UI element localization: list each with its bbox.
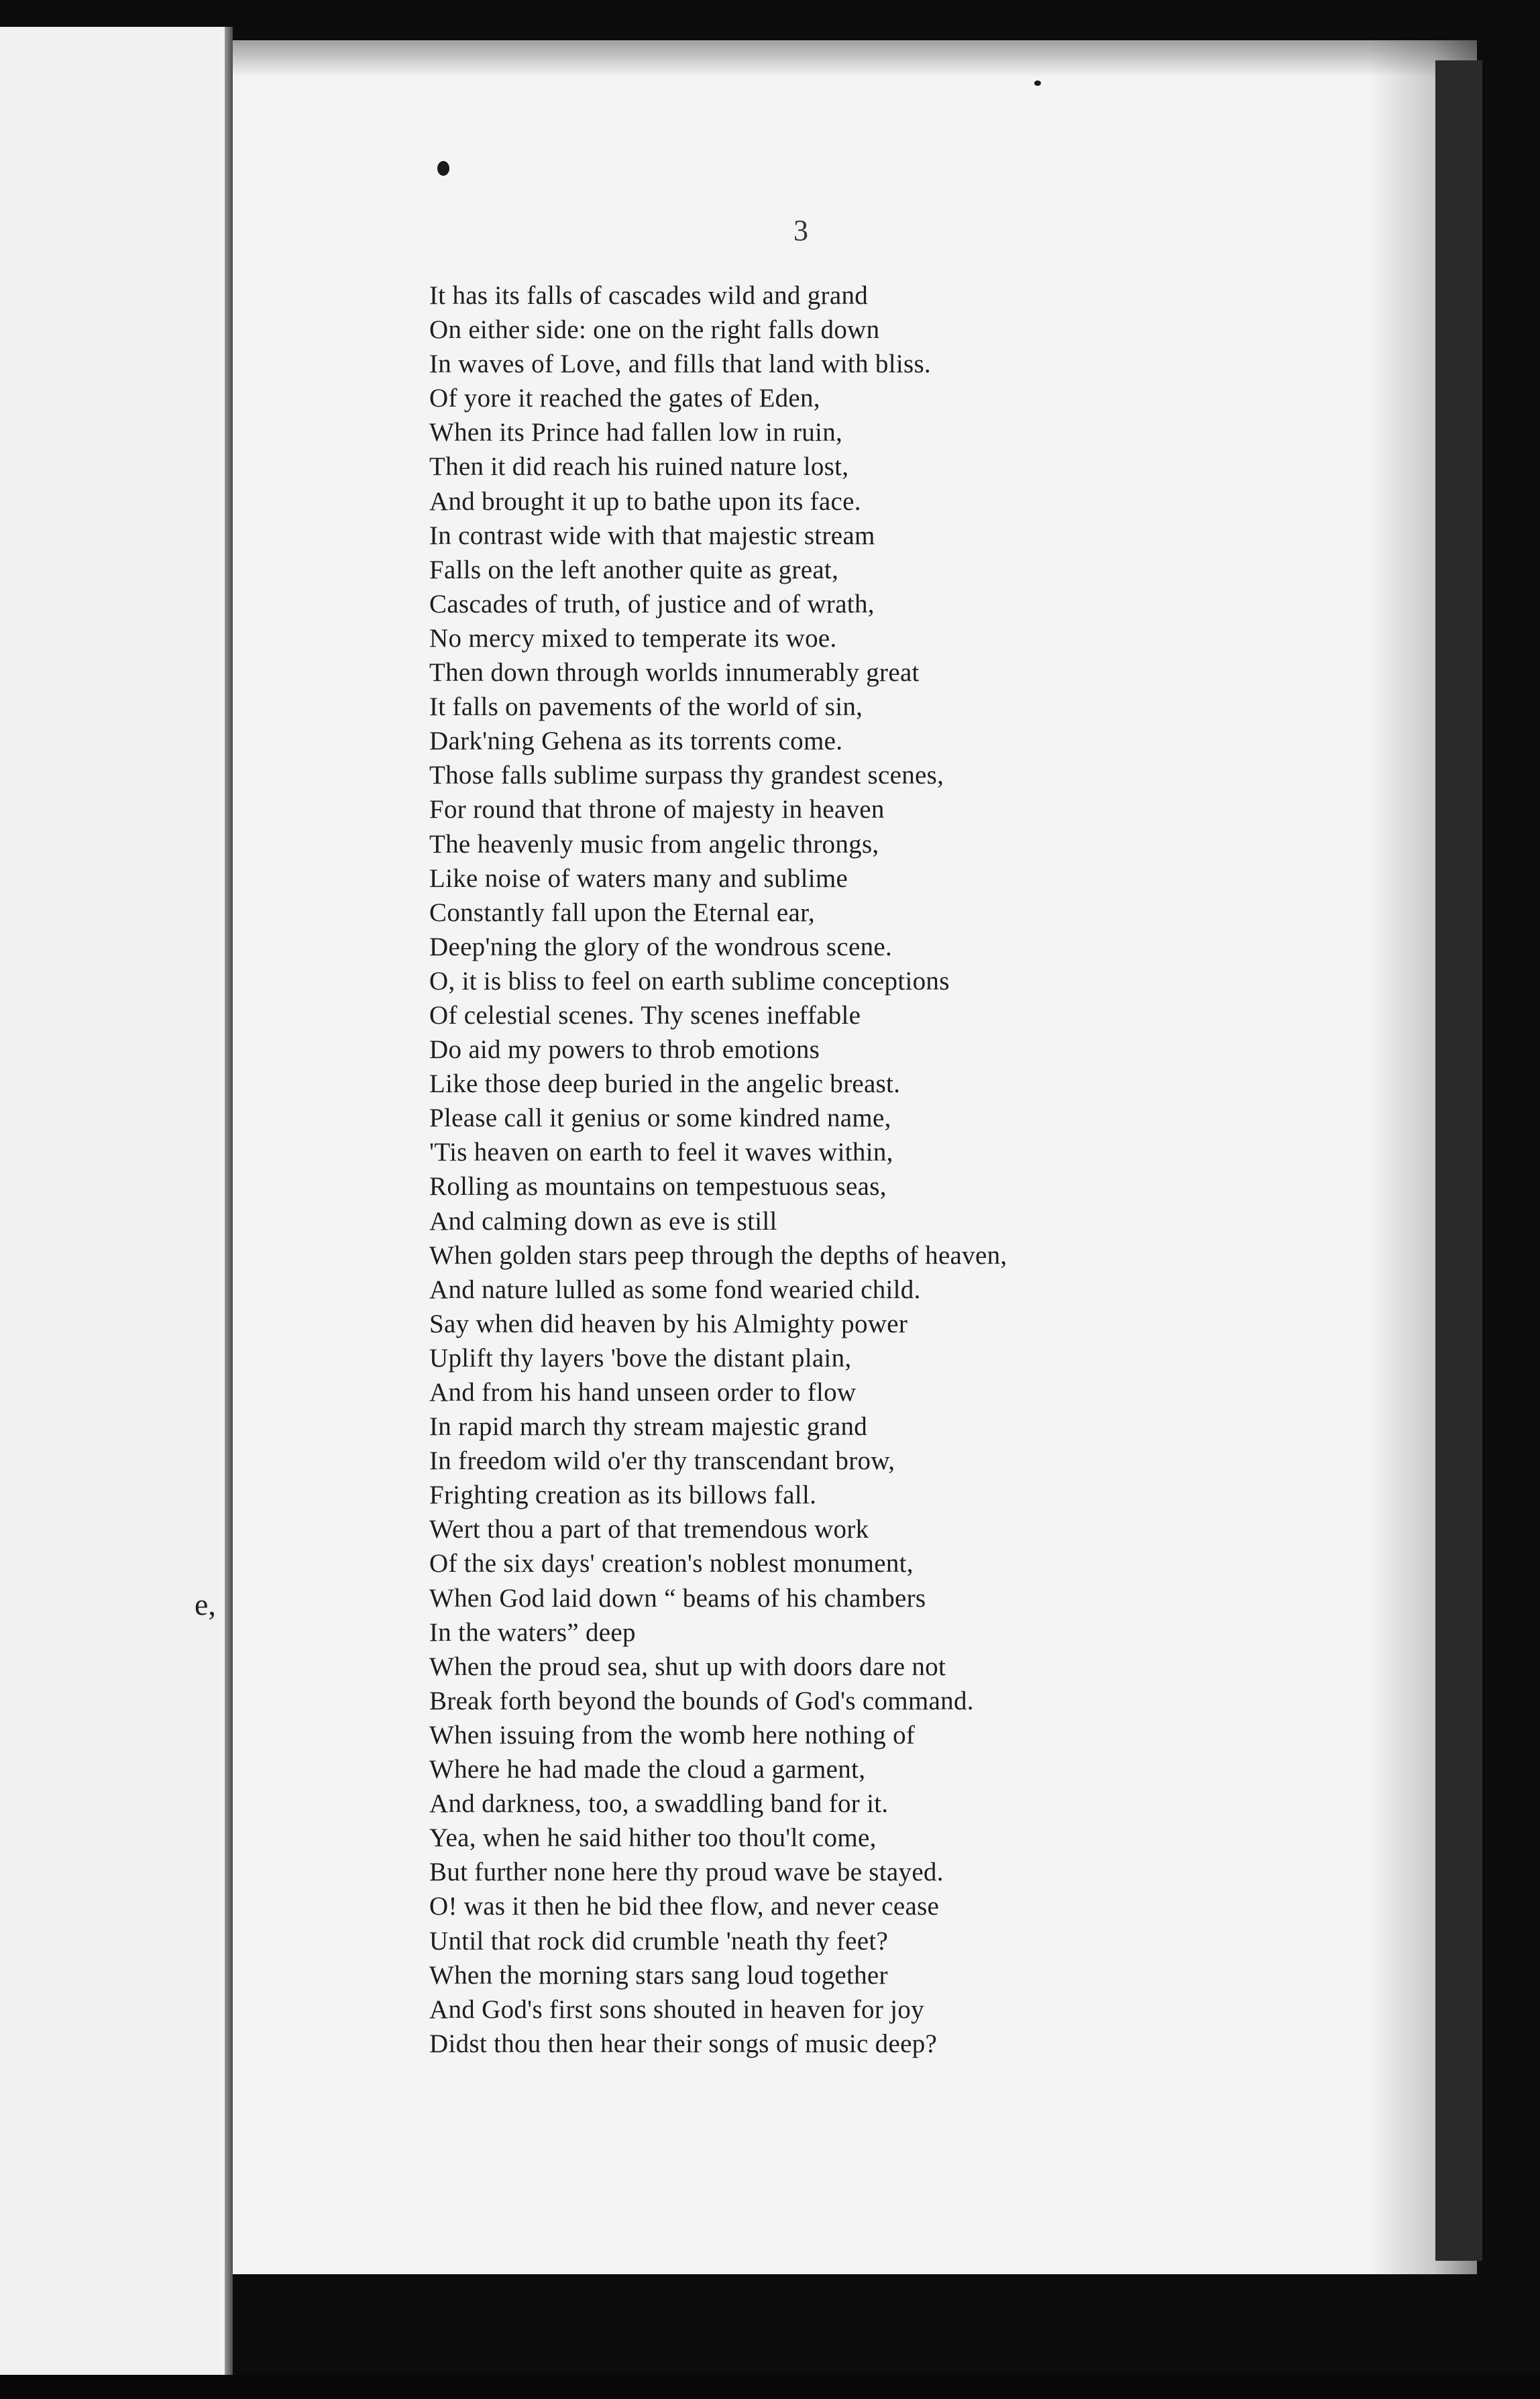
poem-line: When the morning stars sang loud together	[429, 1960, 888, 1990]
poem-line: Then down through worlds innumerably great	[429, 658, 920, 688]
poem-line: Didst thou then hear their songs of music deep?	[429, 2029, 938, 2058]
poem-line: O, it is bliss to feel on earth sublime conceptions	[429, 966, 950, 996]
poem-line: Rolling as mountains on tempestuous seas,	[429, 1172, 887, 1202]
poem-line: For round that throne of majesty in heaven	[429, 795, 885, 824]
poem-line: It has its falls of cascades wild and grand	[429, 281, 869, 310]
poem-line: Uplift thy layers 'bove the distant plain,	[429, 1343, 852, 1373]
poem-line: The heavenly music from angelic throngs,	[429, 829, 879, 859]
poem-line: Of celestial scenes. Thy scenes ineffable	[429, 1000, 861, 1030]
poem-line: Then it did reach his ruined nature lost,	[429, 452, 849, 482]
page-edge-strip	[1435, 60, 1482, 2261]
poem-line: 'Tis heaven on earth to feel it waves within,	[429, 1138, 893, 1167]
poem-line: Do aid my powers to throb emotions	[429, 1035, 820, 1065]
poem-text	[429, 278, 1435, 2061]
ink-speck	[1034, 81, 1041, 86]
poem-line: No mercy mixed to temperate its woe.	[429, 623, 837, 653]
poem-line: Wert thou a part of that tremendous work	[429, 1515, 869, 1544]
scan-border	[0, 2375, 1540, 2399]
poem-line: Please call it genius or some kindred name,	[429, 1104, 891, 1133]
poem-line: And God's first sons shouted in heaven for joy	[429, 1994, 924, 2024]
poem-line: Frighting creation as its billows fall.	[429, 1481, 817, 1510]
poem-line: On either side: one on the right falls down	[429, 315, 880, 345]
poem-line: In rapid march thy stream majestic grand	[429, 1412, 868, 1442]
poem-line: Cascades of truth, of justice and of wrath,	[429, 589, 875, 619]
poem-line: In waves of Love, and fills that land with bliss.	[429, 350, 931, 379]
left-page-fragment: e,	[195, 1587, 216, 1621]
poem-line: Dark'ning Gehena as its torrents come.	[429, 727, 843, 756]
left-page-edge	[0, 27, 225, 2375]
poem-line: And from his hand unseen order to flow	[429, 1378, 857, 1407]
poem-line: It falls on pavements of the world of sin,	[429, 692, 863, 722]
poem-line: When issuing from the womb here nothing of	[429, 1720, 916, 1750]
poem-line: Like those deep buried in the angelic breast.	[429, 1069, 901, 1099]
poem-line: When its Prince had fallen low in ruin,	[429, 418, 843, 447]
poem-line: O! was it then he bid thee flow, and never cease	[429, 1892, 940, 1921]
poem-line: Say when did heaven by his Almighty power	[429, 1309, 908, 1338]
poem-line: But further none here thy proud wave be stayed.	[429, 1858, 944, 1887]
poem-line: And darkness, too, a swaddling band for it.	[429, 1789, 889, 1819]
poem-line: In contrast wide with that majestic stream	[429, 521, 875, 550]
poem-line: In freedom wild o'er thy transcendant brow,	[429, 1446, 895, 1476]
poem-line: Of yore it reached the gates of Eden,	[429, 384, 820, 413]
poem-line: Deep'ning the glory of the wondrous scene.	[429, 932, 893, 961]
poem-line: And calming down as eve is still	[429, 1206, 777, 1236]
poem-line: And nature lulled as some fond wearied child.	[429, 1275, 921, 1304]
poem-line: Of the six days' creation's noblest monument,	[429, 1549, 914, 1579]
poem-line: Where he had made the cloud a garment,	[429, 1755, 866, 1784]
poem-line: Falls on the left another quite as great,	[429, 555, 839, 584]
poem-line: Constantly fall upon the Eternal ear,	[429, 898, 815, 927]
poem-line: When the proud sea, shut up with doors dare not	[429, 1652, 946, 1681]
page-number: 3	[793, 214, 808, 247]
book-gutter	[225, 27, 233, 2375]
poem-line: Until that rock did crumble 'neath thy feet?	[429, 1926, 889, 1956]
poem-line: Those falls sublime surpass thy grandest scenes,	[429, 761, 944, 790]
ink-speck	[437, 161, 449, 176]
poem-line: Like noise of waters many and sublime	[429, 863, 848, 893]
poem-line: In the waters” deep	[429, 1617, 636, 1647]
poem-line: Break forth beyond the bounds of God's command.	[429, 1686, 974, 1715]
poem-line: Yea, when he said hither too thou'lt come,	[429, 1823, 877, 1853]
poem-line: When golden stars peep through the depths of heaven,	[429, 1240, 1007, 1270]
poem-line: When God laid down “ beams of his chambers	[429, 1583, 926, 1613]
page-top-shadow	[233, 40, 1477, 77]
poem-line: And brought it up to bathe upon its face.	[429, 486, 861, 516]
